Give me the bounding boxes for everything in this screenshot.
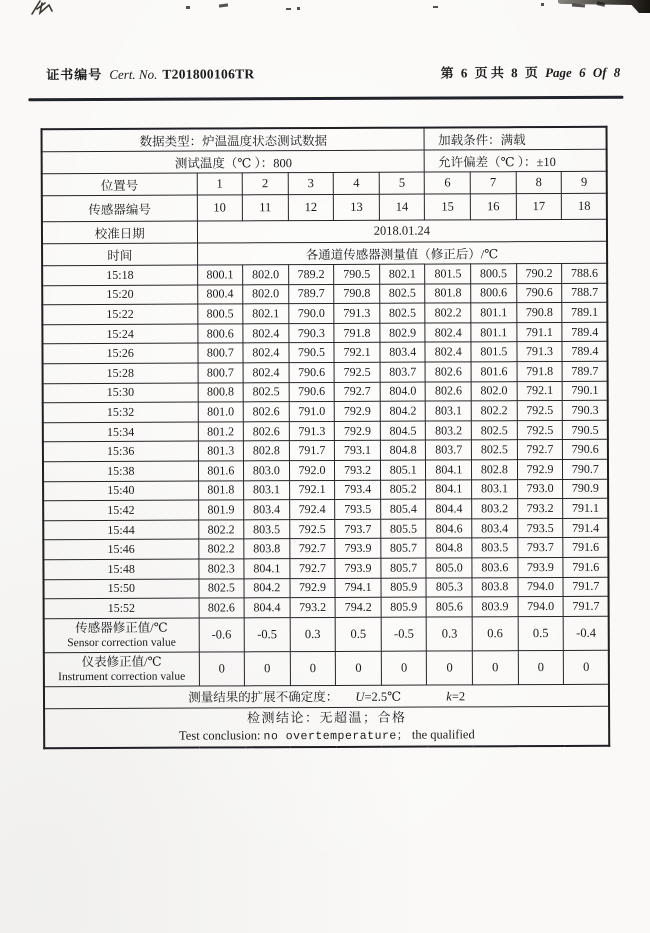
measurement-cell: 801.2 [198,422,244,442]
measurement-cell: 803.8 [472,577,518,597]
measurement-cell: 802.6 [426,362,472,382]
reading-row [43,381,608,403]
time-cell: 15:40 [43,481,198,501]
measurement-cell: 793.7 [517,538,563,558]
measurement-cell: 790.1 [562,381,608,401]
measurement-cell: 791.3 [517,342,563,362]
measurement-cell: 804.1 [426,479,472,499]
measurement-cell: 791.6 [563,557,609,577]
value-cell: 12 [288,194,334,220]
calibration-date-cell: 2018.01.24 [197,219,607,243]
measurement-cell: 802.5 [380,303,426,323]
measurement-cell: 805.2 [380,480,426,500]
time-cell: 15:46 [43,539,198,559]
value-cell: -0.5 [244,617,290,651]
time-cell: 15:38 [43,461,198,481]
measurement-cell: 789.2 [288,264,334,284]
reading-row [42,342,607,364]
measurement-cell: 792.5 [289,519,335,539]
value-cell: -0.5 [381,617,427,651]
value-cell: 0.3 [290,617,336,651]
measurement-cell: 803.1 [426,401,472,421]
value-cell: -0.4 [563,616,609,650]
measurement-cell: 803.4 [244,500,290,520]
measurement-cell: 790.8 [516,303,562,323]
measurement-cell: 790.2 [516,263,562,283]
measurement-cell: 802.4 [425,323,471,343]
conclusion-cell [44,706,610,748]
data-type-row [42,127,607,152]
sensor-correction-row [44,616,610,652]
measurement-cell: 804.1 [244,559,290,579]
page-number-line [437,62,621,82]
measurement-cell: 790.9 [563,479,609,499]
measurement-cell: 790.5 [289,343,335,363]
measurement-cell: 802.5 [380,284,426,304]
measurement-cell: 790.3 [289,323,335,343]
measurement-cell: 805.4 [381,499,427,519]
measurement-cell: 791.8 [334,323,380,343]
conclusion-zh: 检测结论：无超温；合格 [246,709,407,726]
measurement-cell: 793.2 [335,460,381,480]
reading-row [42,283,607,305]
measurement-cell: 789.1 [562,302,608,322]
measurement-cell: 805.9 [381,578,427,598]
measurement-cell: 800.4 [197,284,243,304]
time-label-cell: 时间 [42,243,197,266]
measurement-cell: 800.7 [198,363,244,383]
sensor-label-cell: 传感器编号 [42,195,197,222]
measurement-cell: 803.4 [472,518,518,538]
cert-label-en: Cert. No. [109,66,158,82]
instrument-correction-label-en: Instrument correction value [58,670,186,683]
measurement-cell: 803.4 [380,342,426,362]
value-cell: 11 [242,195,288,221]
measurement-cell: 801.0 [198,402,244,422]
measurement-cell: 793.2 [517,499,563,519]
measurement-cell: 790.8 [334,284,380,304]
measurement-cell: 789.7 [288,284,334,304]
calibration-label-cell: 校准日期 [42,221,197,244]
measurement-cell: 790.0 [288,304,334,324]
instrument-correction-label-cell [44,652,199,687]
furnace-temperature-test-table [41,126,611,749]
header-divider-rule [28,96,623,102]
measurement-cell: 793.2 [290,598,336,618]
measurement-cell: 805.9 [381,597,427,617]
measurement-cell: 793.7 [335,519,381,539]
uncertainty-u: U=2.5℃ [355,689,402,705]
measurement-cell: 791.1 [563,498,609,518]
measurement-cell: 804.8 [380,440,426,460]
measurement-cell: 801.5 [471,342,517,362]
reading-row [43,361,608,383]
measurement-cell: 802.6 [243,421,289,441]
value-cell: 3 [288,172,334,194]
sensor-correction-label-zh: 传感器修正值/℃ [75,620,168,635]
measurement-cell: 800.8 [198,382,244,402]
measurement-cell: 804.1 [426,460,472,480]
time-cell: 15:26 [42,343,197,363]
measurement-cell: 793.9 [518,557,564,577]
measurement-cell: 801.8 [198,480,244,500]
measurement-cell: 802.8 [243,441,289,461]
measurement-cell: 804.2 [380,401,426,421]
time-cell: 15:18 [42,265,197,285]
measurement-cell: 791.6 [563,538,609,558]
value-cell: 18 [562,193,608,219]
value-cell: 0.5 [518,616,564,650]
value-cell: 0 [244,651,290,685]
measurement-cell: 791.0 [289,402,335,422]
measurement-cell: 803.2 [472,499,518,519]
measurement-cell: 804.8 [426,538,472,558]
page-label: 页 共 [474,65,504,81]
value-cell: 8 [516,171,562,193]
value-cell: 5 [379,172,425,194]
value-cell: 0 [427,651,473,685]
measurement-cell: 802.6 [199,598,245,618]
reading-row [42,322,607,344]
value-cell: 0.3 [427,617,473,651]
value-cell: 0 [336,651,382,685]
measurement-cell: 803.9 [472,597,518,617]
page-total: 8 [511,65,518,81]
measurement-cell: 801.3 [198,441,244,461]
measurement-cell: 802.2 [198,539,244,559]
measurement-cell: 804.4 [426,499,472,519]
measurement-cell: 790.6 [516,283,562,303]
measurement-cell: 804.4 [244,598,290,618]
reading-row [43,459,608,481]
page-total-en: 8 [613,64,621,80]
data-type-cell: 数据类型：炉温温度状态测试数据 [42,128,425,152]
measurement-cell: 801.5 [425,264,471,284]
measurement-cell: 792.1 [334,343,380,363]
measurement-cell: 790.6 [563,440,609,460]
allowed-deviation-cell: 允许偏差（℃ ）：±10 [425,149,607,172]
value-cell: 13 [334,194,380,220]
measurement-cell: 792.7 [290,539,336,559]
measurement-cell: 802.8 [472,460,518,480]
measurement-cell: 800.5 [197,304,243,324]
time-cell: 15:36 [43,441,198,461]
cert-number-line [46,63,254,83]
time-cell: 15:42 [43,500,198,520]
measurement-cell: 802.4 [243,343,289,363]
value-cell: 7 [470,172,516,194]
measurement-cell: 804.5 [380,421,426,441]
measurement-cell: 792.9 [517,459,563,479]
measurement-cell: 792.5 [334,362,380,382]
measurement-cell: 801.9 [198,500,244,520]
measurement-cell: 793.9 [335,539,381,559]
measurement-cell: 803.7 [380,362,426,382]
measurement-cell: 800.6 [197,324,243,344]
measurement-cell: 794.0 [518,577,564,597]
conclusion-en-prefix: Test conclusion: [178,727,261,743]
measurement-cell: 802.0 [243,284,289,304]
time-cell: 15:48 [43,559,198,579]
readings-body [42,263,609,618]
instrument-correction-row [44,650,610,686]
time-cell: 15:20 [42,285,197,305]
measurement-cell: 804.6 [426,519,472,539]
measurement-cell: 789.4 [562,322,608,342]
measurement-cell: 800.5 [471,264,517,284]
time-header-row [42,241,607,265]
measurement-cell: 789.7 [562,361,608,381]
measurement-cell: 802.0 [471,381,517,401]
measurement-cell: 805.7 [381,558,427,578]
reading-row [43,557,608,579]
reading-row [43,440,608,462]
measurement-cell: 791.4 [563,518,609,538]
measurement-cell: 790.6 [289,362,335,382]
time-cell: 15:30 [43,383,198,403]
measurement-cell: 793.4 [335,480,381,500]
uncertainty-label: 测量结果的扩展不确定度： [188,690,339,705]
measurement-cell: 793.5 [335,499,381,519]
value-cell: 0 [290,651,336,685]
test-temp-cell: 测试温度（℃ ）：800 [42,150,425,174]
page-label: 第 [440,65,454,81]
measurement-cell: 803.7 [426,440,472,460]
instrument-correction-label-zh: 仪表修正值/℃ [81,654,162,669]
value-cell: 6 [425,172,471,194]
measurement-cell: 804.0 [380,382,426,402]
measurement-cell: 794.2 [335,597,381,617]
measurement-cell: 802.6 [243,402,289,422]
calibration-row [42,219,607,243]
test-temp-row [42,149,607,173]
measurement-cell: 792.9 [290,578,336,598]
measurement-cell: 802.4 [243,323,289,343]
measurement-cell: 788.7 [562,283,608,303]
measurement-cell: 792.7 [517,440,563,460]
measurement-cell: 803.1 [244,480,290,500]
measurement-cell: 802.2 [198,520,244,540]
sensor-correction-label-en: Sensor correction value [67,636,176,649]
measurement-cell: 793.5 [517,518,563,538]
measurement-cell: 790.5 [563,420,609,440]
measurement-cell: 792.1 [517,381,563,401]
measurement-cell: 802.4 [243,363,289,383]
measurement-cell: 794.1 [335,578,381,598]
measurement-cell: 789.4 [562,342,608,362]
measurement-cell: 805.6 [427,597,473,617]
value-cell: 0 [199,652,245,686]
measurement-cell: 792.5 [517,420,563,440]
measurement-cell: 801.1 [471,322,517,342]
position-label-cell: 位置号 [42,173,197,196]
measurement-cell: 792.7 [290,558,336,578]
cert-label-zh: 证书编号 [46,66,103,83]
measurement-cell: 790.5 [334,264,380,284]
measurement-cell: 803.1 [472,479,518,499]
measurement-cell: 802.5 [471,420,517,440]
measurement-cell: 792.9 [335,421,381,441]
value-cell: 17 [516,193,562,219]
reading-row [43,479,608,501]
measurement-cell: 793.9 [335,558,381,578]
measurement-cell: 788.6 [562,263,608,283]
measurement-cell: 800.7 [197,343,243,363]
page-number-en: 6 [579,64,586,80]
measurement-cell: 791.3 [334,303,380,323]
reading-row [43,538,608,560]
cert-number: T201800106TR [162,66,255,82]
measurement-cell: 802.9 [380,323,426,343]
measurement-cell: 804.2 [244,578,290,598]
reading-row [43,518,608,540]
sensor-correction-label-cell [44,618,199,653]
measurement-cell: 791.3 [289,421,335,441]
measurement-cell: 805.3 [426,577,472,597]
reading-row [43,400,608,422]
value-cell: 1 [197,173,243,195]
time-cell: 15:34 [43,422,198,442]
measurement-cell: 802.2 [425,303,471,323]
reading-row [43,577,608,599]
conclusion-en-suffix: the qualified [411,727,475,742]
value-cell: -0.6 [199,618,245,652]
measurement-cell: 805.5 [381,519,427,539]
uncertainty-row [44,684,609,708]
measurement-cell: 792.7 [334,382,380,402]
measurement-cell: 793.0 [517,479,563,499]
reading-row [43,420,608,442]
measurement-cell: 803.5 [472,538,518,558]
value-cell: 0.5 [335,617,381,651]
measurement-cell: 805.1 [380,460,426,480]
time-cell: 15:50 [43,579,198,599]
page-label: 页 [524,65,538,81]
measurement-cell: 805.7 [381,538,427,558]
measurement-cell: 802.1 [379,264,425,284]
reading-row [42,263,607,285]
time-cell: 15:44 [43,520,198,540]
measurement-cell: 802.0 [243,265,289,285]
measurement-cell: 792.5 [517,401,563,421]
value-cell: 0 [518,650,564,684]
measurement-cell: 793.1 [335,441,381,461]
measurement-cell: 803.6 [472,558,518,578]
measurement-cell: 792.9 [334,401,380,421]
measurement-cell: 802.1 [243,304,289,324]
measurement-cell: 801.6 [198,461,244,481]
time-cell: 15:28 [43,363,198,383]
conclusion-row [44,706,610,748]
load-condition-cell: 加载条件：满载 [425,127,607,150]
uncertainty-cell [44,684,609,708]
page-header [46,62,620,84]
value-cell: 0.6 [472,616,518,650]
page-label-en: Of [592,64,607,80]
value-cell: 16 [470,194,516,220]
value-cell: 0 [564,650,610,684]
time-cell: 15:22 [42,304,197,324]
measurement-cell: 790.3 [562,400,608,420]
measurement-cell: 791.1 [517,322,563,342]
measurement-cell: 802.3 [198,559,244,579]
time-cell: 15:24 [42,324,197,344]
channels-header-cell: 各通道传感器测量值（修正后）/℃ [197,241,607,265]
value-cell: 14 [379,194,425,220]
measurement-cell: 802.6 [426,381,472,401]
measurement-cell: 790.6 [289,382,335,402]
measurement-cell: 803.5 [244,519,290,539]
time-cell: 15:52 [44,598,199,618]
measurement-cell: 792.4 [289,500,335,520]
page-label-en: Page [545,64,572,81]
measurement-cell: 802.5 [198,578,244,598]
value-cell: 4 [333,172,379,194]
measurement-cell: 801.8 [425,283,471,303]
measurement-cell: 791.7 [563,577,609,597]
value-cell: 2 [242,173,288,195]
reading-row [43,498,608,520]
time-cell: 15:32 [43,402,198,422]
measurement-cell: 801.6 [471,362,517,382]
measurement-cell: 791.8 [517,361,563,381]
measurement-cell: 802.5 [471,440,517,460]
measurement-cell: 794.0 [518,597,564,617]
measurement-cell: 805.0 [426,558,472,578]
reading-row [42,302,607,324]
measurement-cell: 791.7 [563,596,609,616]
uncertainty-k: k=2 [446,689,466,704]
measurement-cell: 803.8 [244,539,290,559]
conclusion-en [45,725,608,745]
sensor-number-row [42,193,607,221]
measurement-cell: 790.7 [563,459,609,479]
measurement-cell: 803.2 [426,421,472,441]
measurement-cell: 802.4 [425,342,471,362]
measurement-cell: 792.0 [289,460,335,480]
measurement-cell: 792.1 [289,480,335,500]
value-cell: 0 [381,651,427,685]
position-row [42,171,607,195]
measurement-cell: 802.5 [243,382,289,402]
page-number: 6 [460,65,468,81]
measurement-cell: 803.0 [244,461,290,481]
measurement-cell: 801.1 [471,303,517,323]
reading-row [44,596,609,618]
measurement-cell: 802.2 [471,401,517,421]
value-cell: 0 [472,650,518,684]
measurement-cell: 791.7 [289,441,335,461]
value-cell: 10 [197,195,243,221]
measurement-cell: 800.6 [471,283,517,303]
value-cell: 9 [561,171,607,193]
value-cell: 15 [425,194,471,220]
measurement-cell: 800.1 [197,265,243,285]
conclusion-en-mono: no overtemperature； [263,729,409,743]
